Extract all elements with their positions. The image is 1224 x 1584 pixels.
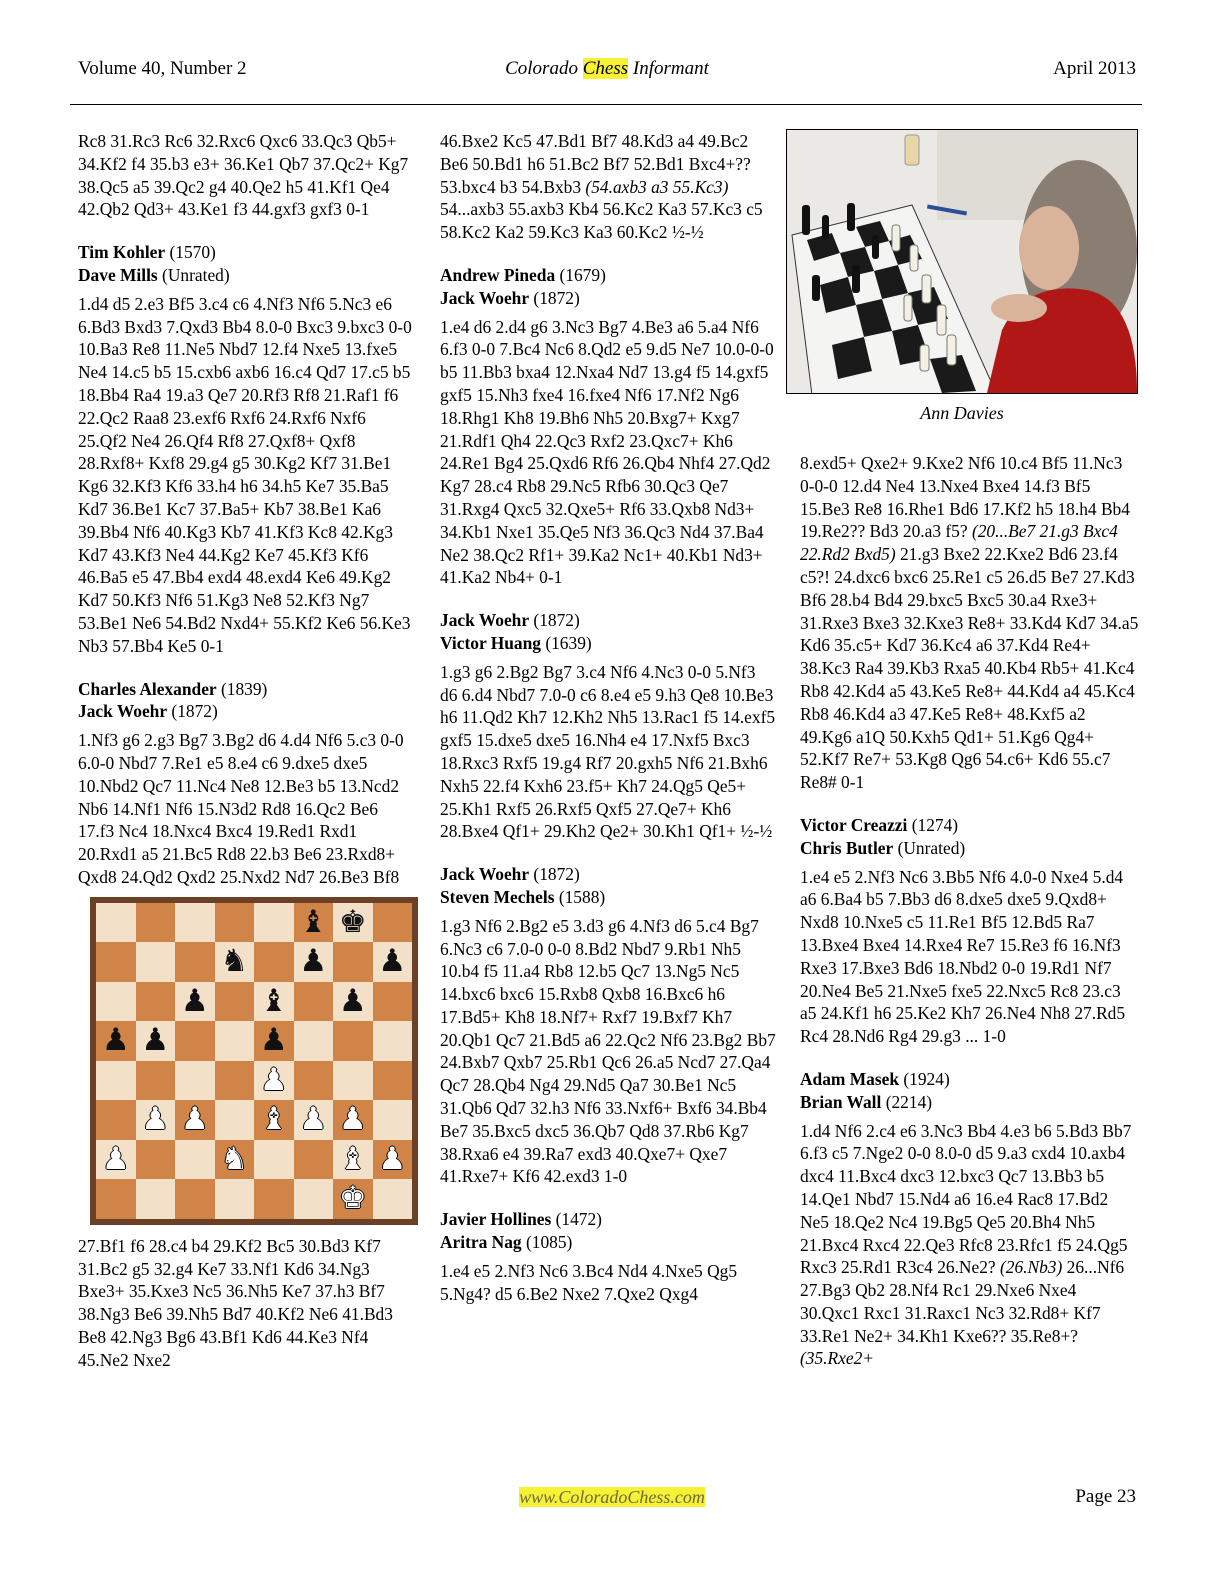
square-h4 [373, 1061, 413, 1101]
footer-website: www.ColoradoChess.com [519, 1487, 705, 1507]
square-d1 [215, 1179, 255, 1219]
column-2 [440, 130, 776, 1305]
square-c3 [175, 1100, 215, 1140]
white-rating: (1472) [551, 1209, 602, 1230]
game-moves: 1.Nf3 g6 2.g3 Bg7 3.Bg2 d6 4.d4 Nf6 5.c3 0-0 6.0-0 Nbd7 7.Re1 e5 8.e4 c6 9.dxe5 dxe5 10.Nbd2 Qc7 11.Nc4 Ne8 12.Be3 b5 13.Ncd2 Nb6 14.Nf1 Nf6 15.N3d2 Rd8 16.Qc2 Be6 17.f3 Nc4 18.Nxc4 Bxc4 19.Red1 Rxd1 20.Rxd1 a5 21.Bc5 Rd8 22.b3 Be6 23.Rxd8+ Qxd8 24.Qd2 Qxd2 25.Nxd2 Nd7 26.Be3 Bf8 [78, 730, 404, 887]
column-1 [78, 130, 414, 1371]
white-rating: (1839) [216, 678, 268, 699]
white-rating: (1679) [555, 264, 606, 285]
square-g1 [333, 1179, 373, 1219]
game-block [800, 1068, 1140, 1370]
white-knight-icon: ♞ [220, 1140, 249, 1177]
volume-number: Volume 40, Number 2 [78, 58, 247, 79]
game-moves: 8.exd5+ Qxe2+ 9.Kxe2 Nf6 10.c4 Bf5 11.Nc3 0-0-0 12.d4 Ne4 13.Nxe4 Bxe4 14.f3 Bf5 15.Be3 Re8 16.Rhe1 Bd6 17.Kf2 h5 18.h4 Bb4 19.Re2?? Bd3 20.a3 f5? (20...Be7 21.g3 Bxc4 22.Rd2 Bxd5) 21.g3 Bxe2 22.Kxe2 Bd6 23.f4 c5?! 24.dxc6 bxc6 25.Re1 c5 26.d5 Be7 27.Kd3 Bf6 28.b4 Bd4 29.bxc5 Bxc5 30.a4 Rxe3+ 31.Rxe3 Bxe3 32.Kxe3 Re8+ 33.Kd4 Kd7 34.a5 Kd6 35.c5+ Kd7 36.Kc4 a6 37.Kd4 Re4+ 38.Kc3 Ra4 39.Kb3 Rxa5 40.Kb4 Rb5+ 41.Kc4 Rb8 42.Kd4 a5 43.Ke5 Re8+ 44.Kd4 a4 45.Kc4 Rb8 46.Kd4 a3 47.Ke5 Re8+ 48.Kxf5 a2 49.Kg6 a1Q 50.Kxh5 Qd1+ 51.Kg6 Qg4+ 52.Kf7 Re7+ 53.Kg8 Qg6 54.c6+ Kd6 55.c7 Re8# 0-1 [800, 453, 1139, 793]
square-c7 [175, 942, 215, 982]
black-player: Jack Woehr [440, 287, 530, 308]
white-player: Jack Woehr [440, 864, 530, 885]
white-bishop-icon: ♝ [338, 1140, 367, 1177]
game-moves: 1.g3 Nf6 2.Bg2 e5 3.d3 g6 4.Nf3 d6 5.c4 Bg7 6.Nc3 c6 7.0-0 0-0 8.Bd2 Nbd7 9.Rb1 Nh5 10.b4 f5 11.a4 Rb8 12.b5 Qc7 13.Ng5 Nc5 14.bxc6 bxc6 15.Rxb8 Qxb8 16.Bxc6 h6 17.Bd5+ Kh8 18.Nf7+ Rxf7 19.Bxf7 Kh7 20.Qb1 Qc7 21.Bd5 a6 22.Qc2 Nf6 23.Bg2 Bb7 24.Bxb7 Qxb7 25.Rb1 Qc6 26.a5 Ncd7 27.Qa4 Qc7 28.Qb4 Ng4 29.Nd5 Qa7 30.Be1 Nc5 31.Qb6 Qd7 32.h3 Nf6 33.Nxf6+ Bxf6 34.Bb4 Be7 35.Bxc5 dxc5 36.Qb7 Qd8 37.Rb6 Kg7 38.Rxa6 e4 39.Ra7 exd3 40.Qxe7+ Qxe7 41.Rxe7+ Kf6 42.exd3 1-0 [440, 915, 776, 1187]
square-c2 [175, 1140, 215, 1180]
black-pawn-icon: ♟ [299, 943, 328, 980]
square-h7 [373, 942, 413, 982]
black-player: Brian Wall [800, 1091, 882, 1112]
white-pawn-icon: ♟ [378, 1140, 407, 1177]
game-block [440, 264, 776, 589]
square-d2 [215, 1140, 255, 1180]
highlighted-word: Chess [582, 58, 629, 79]
black-player: Victor Huang [440, 632, 541, 653]
white-player: Tim Kohler [78, 242, 166, 263]
square-d7 [215, 942, 255, 982]
black-bishop-icon: ♝ [259, 982, 288, 1019]
square-d5 [215, 1021, 255, 1061]
black-rating: (1872) [167, 701, 218, 722]
black-rating: (1872) [529, 287, 580, 308]
annotation: (54.axb3 a3 55.Kc3) [585, 176, 729, 197]
chess-board [96, 903, 412, 1219]
square-e1 [254, 1179, 294, 1219]
square-e8 [254, 903, 294, 943]
black-rating: (Unrated) [893, 837, 966, 858]
square-b1 [136, 1179, 176, 1219]
square-h1 [373, 1179, 413, 1219]
white-pawn-icon: ♟ [101, 1140, 130, 1177]
game-moves-continued: 27.Bf1 f6 28.c4 b4 29.Kf2 Bc5 30.Bd3 Kf7 31.Bc2 g5 32.g4 Ke7 33.Nf1 Kd6 34.Ng3 Bxe3+ 35.Kxe3 Nc5 36.Nh5 Ke7 37.h3 Bf7 38.Ng3 Be6 39.Nh5 Bd7 40.Kf2 Ne6 41.Bd3 Be8 42.Ng3 Bg6 43.Bf1 Kd6 44.Ke3 Nf4 45.Ne2 Nxe2 [78, 1235, 393, 1370]
square-f7 [294, 942, 334, 982]
players [800, 1068, 1140, 1114]
white-rating: (1872) [529, 610, 580, 631]
players [440, 863, 776, 909]
square-b2 [136, 1140, 176, 1180]
black-pawn-icon: ♟ [378, 943, 407, 980]
white-pawn-icon: ♟ [180, 1101, 209, 1138]
square-h5 [373, 1021, 413, 1061]
white-player: Charles Alexander [78, 678, 217, 699]
square-g8 [333, 903, 373, 943]
black-rating: (2214) [881, 1091, 933, 1112]
square-b4 [136, 1061, 176, 1101]
square-c8 [175, 903, 215, 943]
game-block [78, 241, 414, 657]
player-photo [786, 129, 1138, 394]
white-king-icon: ♚ [338, 1180, 367, 1217]
black-player: Chris Butler [800, 837, 894, 858]
square-g4 [333, 1061, 373, 1101]
square-d3 [215, 1100, 255, 1140]
square-f1 [294, 1179, 334, 1219]
white-rating: (1274) [907, 814, 959, 835]
square-e6 [254, 982, 294, 1022]
square-a6 [96, 982, 136, 1022]
square-a2 [96, 1140, 136, 1180]
black-player: Dave Mills [78, 264, 158, 285]
game-moves: Rc8 31.Rc3 Rc6 32.Rxc6 Qxc6 33.Qc3 Qb5+ 34.Kf2 f4 35.b3 e3+ 36.Ke1 Qb7 37.Qc2+ Kg7 38.Qc5 a5 39.Qc2 g4 40.Qe2 h5 41.Kf1 Qe4 42.Qb2 Qd3+ 43.Ke1 f3 44.gxf3 gxf3 0-1 [78, 131, 409, 220]
square-g2 [333, 1140, 373, 1180]
black-player: Steven Mechels [440, 886, 555, 907]
players [440, 609, 776, 655]
page-number: Page 23 [1075, 1486, 1136, 1507]
square-f5 [294, 1021, 334, 1061]
square-b5 [136, 1021, 176, 1061]
photo-illustration [787, 130, 1137, 393]
game-block [440, 863, 776, 1188]
game-moves: 46.Bxe2 Kc5 47.Bd1 Bf7 48.Kd3 a4 49.Bc2 Be6 50.Bd1 h6 51.Bc2 Bf7 52.Bd1 Bxc4+?? 53.bxc4 b3 54.Bxb3 (54.axb3 a3 55.Kc3) 54...axb3 55.axb3 Kb4 56.Kc2 Ka3 57.Kc3 c5 58.Kc2 Ka2 59.Kc3 Ka3 60.Kc2 ½-½ [440, 131, 763, 243]
square-d8 [215, 903, 255, 943]
white-player: Adam Masek [800, 1068, 900, 1089]
annotation: (26.Nb3) [999, 1257, 1063, 1278]
square-h3 [373, 1100, 413, 1140]
square-h8 [373, 903, 413, 943]
square-h6 [373, 982, 413, 1022]
square-f4 [294, 1061, 334, 1101]
square-f8 [294, 903, 334, 943]
white-player: Javier Hollines [440, 1209, 552, 1230]
game-moves: 1.e4 e5 2.Nf3 Nc6 3.Bb5 Nf6 4.0-0 Nxe4 5.d4 a6 6.Ba4 b5 7.Bb3 d6 8.dxe5 dxe5 9.Qxd8+ Nxd8 10.Nxe5 c5 11.Re1 Bf5 12.Bd5 Ra7 13.Bxe4 Bxe4 14.Rxe4 Re7 15.Re3 f6 16.Nf3 Rxe3 17.Bxe3 Bd6 18.Nbd2 0-0 19.Rd1 Nf7 20.Ne4 Be5 21.Nxe5 fxe5 22.Nxc5 Rc8 23.c3 a5 24.Kf1 h6 25.Ke2 Kh7 26.Ne4 Nh8 27.Rd5 Rc4 28.Nd6 Rg4 29.g3 ... 1-0 [800, 866, 1126, 1047]
black-rating: (Unrated) [157, 264, 230, 285]
white-player: Jack Woehr [440, 610, 530, 631]
white-rating: (1570) [165, 242, 216, 263]
black-king-icon: ♚ [338, 903, 367, 940]
annotation: (35.Rxe2+ [800, 1348, 875, 1369]
white-bishop-icon: ♝ [259, 1101, 288, 1138]
white-pawn-icon: ♟ [299, 1101, 328, 1138]
chess-diagram [90, 897, 418, 1225]
square-h2 [373, 1140, 413, 1180]
white-player: Andrew Pineda [440, 264, 556, 285]
square-c5 [175, 1021, 215, 1061]
square-b6 [136, 982, 176, 1022]
square-d6 [215, 982, 255, 1022]
game-moves: 1.e4 e5 2.Nf3 Nc6 3.Bc4 Nd4 4.Nxe5 Qg5 5.Ng4? d5 6.Be2 Nxe2 7.Qxe2 Qxg4 [440, 1260, 738, 1304]
square-f3 [294, 1100, 334, 1140]
square-b8 [136, 903, 176, 943]
game-moves: 1.d4 d5 2.e3 Bf5 3.c4 c6 4.Nf3 Nf6 5.Nc3 e6 6.Bd3 Bxd3 7.Qxd3 Bb4 8.0-0 Bxc3 9.bxc3 0-0 10.Ba3 Re8 11.Ne5 Nbd7 12.f4 Nxe5 13.fxe5 Ne4 14.c5 b5 15.cxb6 axb6 16.c4 Qd7 17.c5 b5 18.Bb4 Ra4 19.a3 Qe7 20.Rf3 Rf8 21.Raf1 f6 22.Qc2 Raa8 23.exf6 Rxf6 24.Rxf6 Nxf6 25.Qf2 Ne4 26.Qf4 Rf8 27.Qxf8+ Qxf8 28.Rxf8+ Kxf8 29.g4 g5 30.Kg2 Kf7 31.Be1 Kg6 32.Kf3 Kf6 33.h4 h6 34.h5 Ke7 35.Ba5 Kd7 36.Be1 Kc7 37.Ba5+ Kb7 38.Be1 Ka6 39.Bb4 Nf6 40.Kg3 Kb7 41.Kf3 Kc8 42.Kg3 Kd7 43.Kf3 Ne4 44.Kg2 Ke7 45.Kf3 Kf6 46.Ba5 e5 47.Bb4 exd4 48.exd4 Ke6 49.Kg2 Kd7 50.Kf3 Nf6 51.Kg3 Ne8 52.Kf3 Ng7 53.Be1 Ne6 54.Bd2 Nxd4+ 55.Kf2 Ke6 56.Ke3 Nb3 57.Bb4 Ke5 0-1 [78, 293, 412, 656]
square-a8 [96, 903, 136, 943]
square-a5 [96, 1021, 136, 1061]
game-block [440, 609, 776, 843]
black-player: Aritra Nag [440, 1232, 522, 1253]
publication-title: Colorado Chess Informant [505, 58, 709, 79]
square-e5 [254, 1021, 294, 1061]
square-g6 [333, 982, 373, 1022]
players [78, 241, 414, 287]
black-rating: (1588) [554, 886, 606, 907]
square-c6 [175, 982, 215, 1022]
game-block [800, 814, 1140, 1048]
game-moves: 1.g3 g6 2.Bg2 Bg7 3.c4 Nf6 4.Nc3 0-0 5.Nf3 d6 6.d4 Nbd7 7.0-0 c6 8.e4 e5 9.h3 Qe8 10.Be3 h6 11.Qd2 Kh7 12.Kh2 Nh5 13.Rac1 f5 14.exf5 gxf5 15.dxe5 dxe5 16.Nh4 e4 17.Nxf5 Bxc3 18.Rxc3 Rxf5 19.g4 Rf7 20.gxh5 Nf6 21.Bxh6 Nxh5 22.f4 Kxh6 23.f5+ Kh7 24.Qg5 Qe5+ 25.Kh1 Rxf5 26.Rxf5 Qxf5 27.Qe7+ Kh6 28.Bxe4 Qf1+ 29.Kh2 Qe2+ 30.Kh1 Qf1+ ½-½ [440, 661, 776, 842]
players [800, 814, 1140, 860]
game-moves: 1.d4 Nf6 2.c4 e6 3.Nc3 Bb4 4.e3 b6 5.Bd3 Bb7 6.f3 c5 7.Nge2 0-0 8.0-0 d5 9.a3 cxd4 10.axb4 dxc4 11.Bxc4 dxc3 12.bxc3 Qc7 13.Bb3 b5 14.Qe1 Nbd7 15.Nd4 a6 16.e4 Rac8 17.Bd2 Ne5 18.Qe2 Nc4 19.Bg5 Qe5 20.Bh4 Nh5 21.Bxc4 Rxc4 22.Qe3 Rfc8 23.Rfc1 f5 24.Qg5 Rxc3 25.Rd1 R3c4 26.Ne2? (26.Nb3) 26...Nf6 27.Bg3 Qb2 28.Nf4 Rc1 29.Nxe6 Nxe4 30.Qxc1 Rxc1 31.Raxc1 Nc3 32.Rd8+ Kf7 33.Re1 Ne2+ 34.Kh1 Kxe6?? 35.Re8+? (35.Rxe2+ [800, 1120, 1132, 1369]
black-bishop-icon: ♝ [299, 903, 328, 940]
square-a3 [96, 1100, 136, 1140]
players [78, 678, 414, 724]
square-c1 [175, 1179, 215, 1219]
annotation: (20...Be7 21.g3 Bxc4 22.Rd2 Bxd5) [800, 521, 1118, 565]
square-c4 [175, 1061, 215, 1101]
square-b7 [136, 942, 176, 982]
square-g3 [333, 1100, 373, 1140]
white-pawn-icon: ♟ [259, 1061, 288, 1098]
page-header [78, 58, 1136, 88]
black-knight-icon: ♞ [220, 943, 249, 980]
black-pawn-icon: ♟ [338, 982, 367, 1019]
square-d4 [215, 1061, 255, 1101]
photo-caption: Ann Davies [920, 403, 1004, 423]
square-e2 [254, 1140, 294, 1180]
game-block [78, 678, 414, 1372]
game-block [440, 1208, 776, 1305]
black-pawn-icon: ♟ [141, 1022, 170, 1059]
black-pawn-icon: ♟ [180, 982, 209, 1019]
players [440, 264, 776, 310]
black-pawn-icon: ♟ [259, 1022, 288, 1059]
square-a7 [96, 942, 136, 982]
header-rule [70, 104, 1142, 105]
white-rating: (1872) [529, 864, 580, 885]
column-3 [800, 452, 1140, 1370]
square-f2 [294, 1140, 334, 1180]
square-g5 [333, 1021, 373, 1061]
players [440, 1208, 776, 1254]
white-player: Victor Creazzi [800, 814, 908, 835]
issue-date: April 2013 [1053, 58, 1136, 79]
game-moves: 1.e4 d6 2.d4 g6 3.Nc3 Bg7 4.Be3 a6 5.a4 Nf6 6.f3 0-0 7.Bc4 Nc6 8.Qd2 e5 9.d5 Ne7 10.0-0-0 b5 11.Bb3 bxa4 12.Nxa4 Nd7 13.g4 f5 14.gxf5 gxf5 15.Nh3 fxe4 16.fxe4 Nf6 17.Nf2 Ng6 18.Rhg1 Kh8 19.Bh6 Nh5 20.Bxg7+ Kxg7 21.Rdf1 Qh4 22.Qc3 Rxf2 23.Qxc7+ Kh6 24.Re1 Bg4 25.Qxd6 Rf6 26.Qb4 Nhf4 27.Qd2 Kg7 28.c4 Rb8 29.Nc5 Rfb6 30.Qc3 Qe7 31.Rxg4 Qxc5 32.Qxe5+ Rf6 33.Qxb8 Nd3+ 34.Kb1 Nxe1 35.Qe5 Nf3 36.Qc3 Nd4 37.Ba4 Ne2 38.Qc2 Rf1+ 39.Ka2 Nc1+ 40.Kb1 Nd3+ 41.Ka2 Nb4+ 0-1 [440, 316, 774, 588]
square-a1 [96, 1179, 136, 1219]
black-pawn-icon: ♟ [101, 1022, 130, 1059]
square-a4 [96, 1061, 136, 1101]
square-e4 [254, 1061, 294, 1101]
square-f6 [294, 982, 334, 1022]
square-g7 [333, 942, 373, 982]
black-rating: (1085) [521, 1232, 573, 1253]
white-pawn-icon: ♟ [338, 1101, 367, 1138]
black-rating: (1639) [540, 632, 592, 653]
black-player: Jack Woehr [78, 701, 168, 722]
white-rating: (1924) [899, 1068, 950, 1089]
square-e7 [254, 942, 294, 982]
square-e3 [254, 1100, 294, 1140]
square-b3 [136, 1100, 176, 1140]
white-pawn-icon: ♟ [141, 1101, 170, 1138]
